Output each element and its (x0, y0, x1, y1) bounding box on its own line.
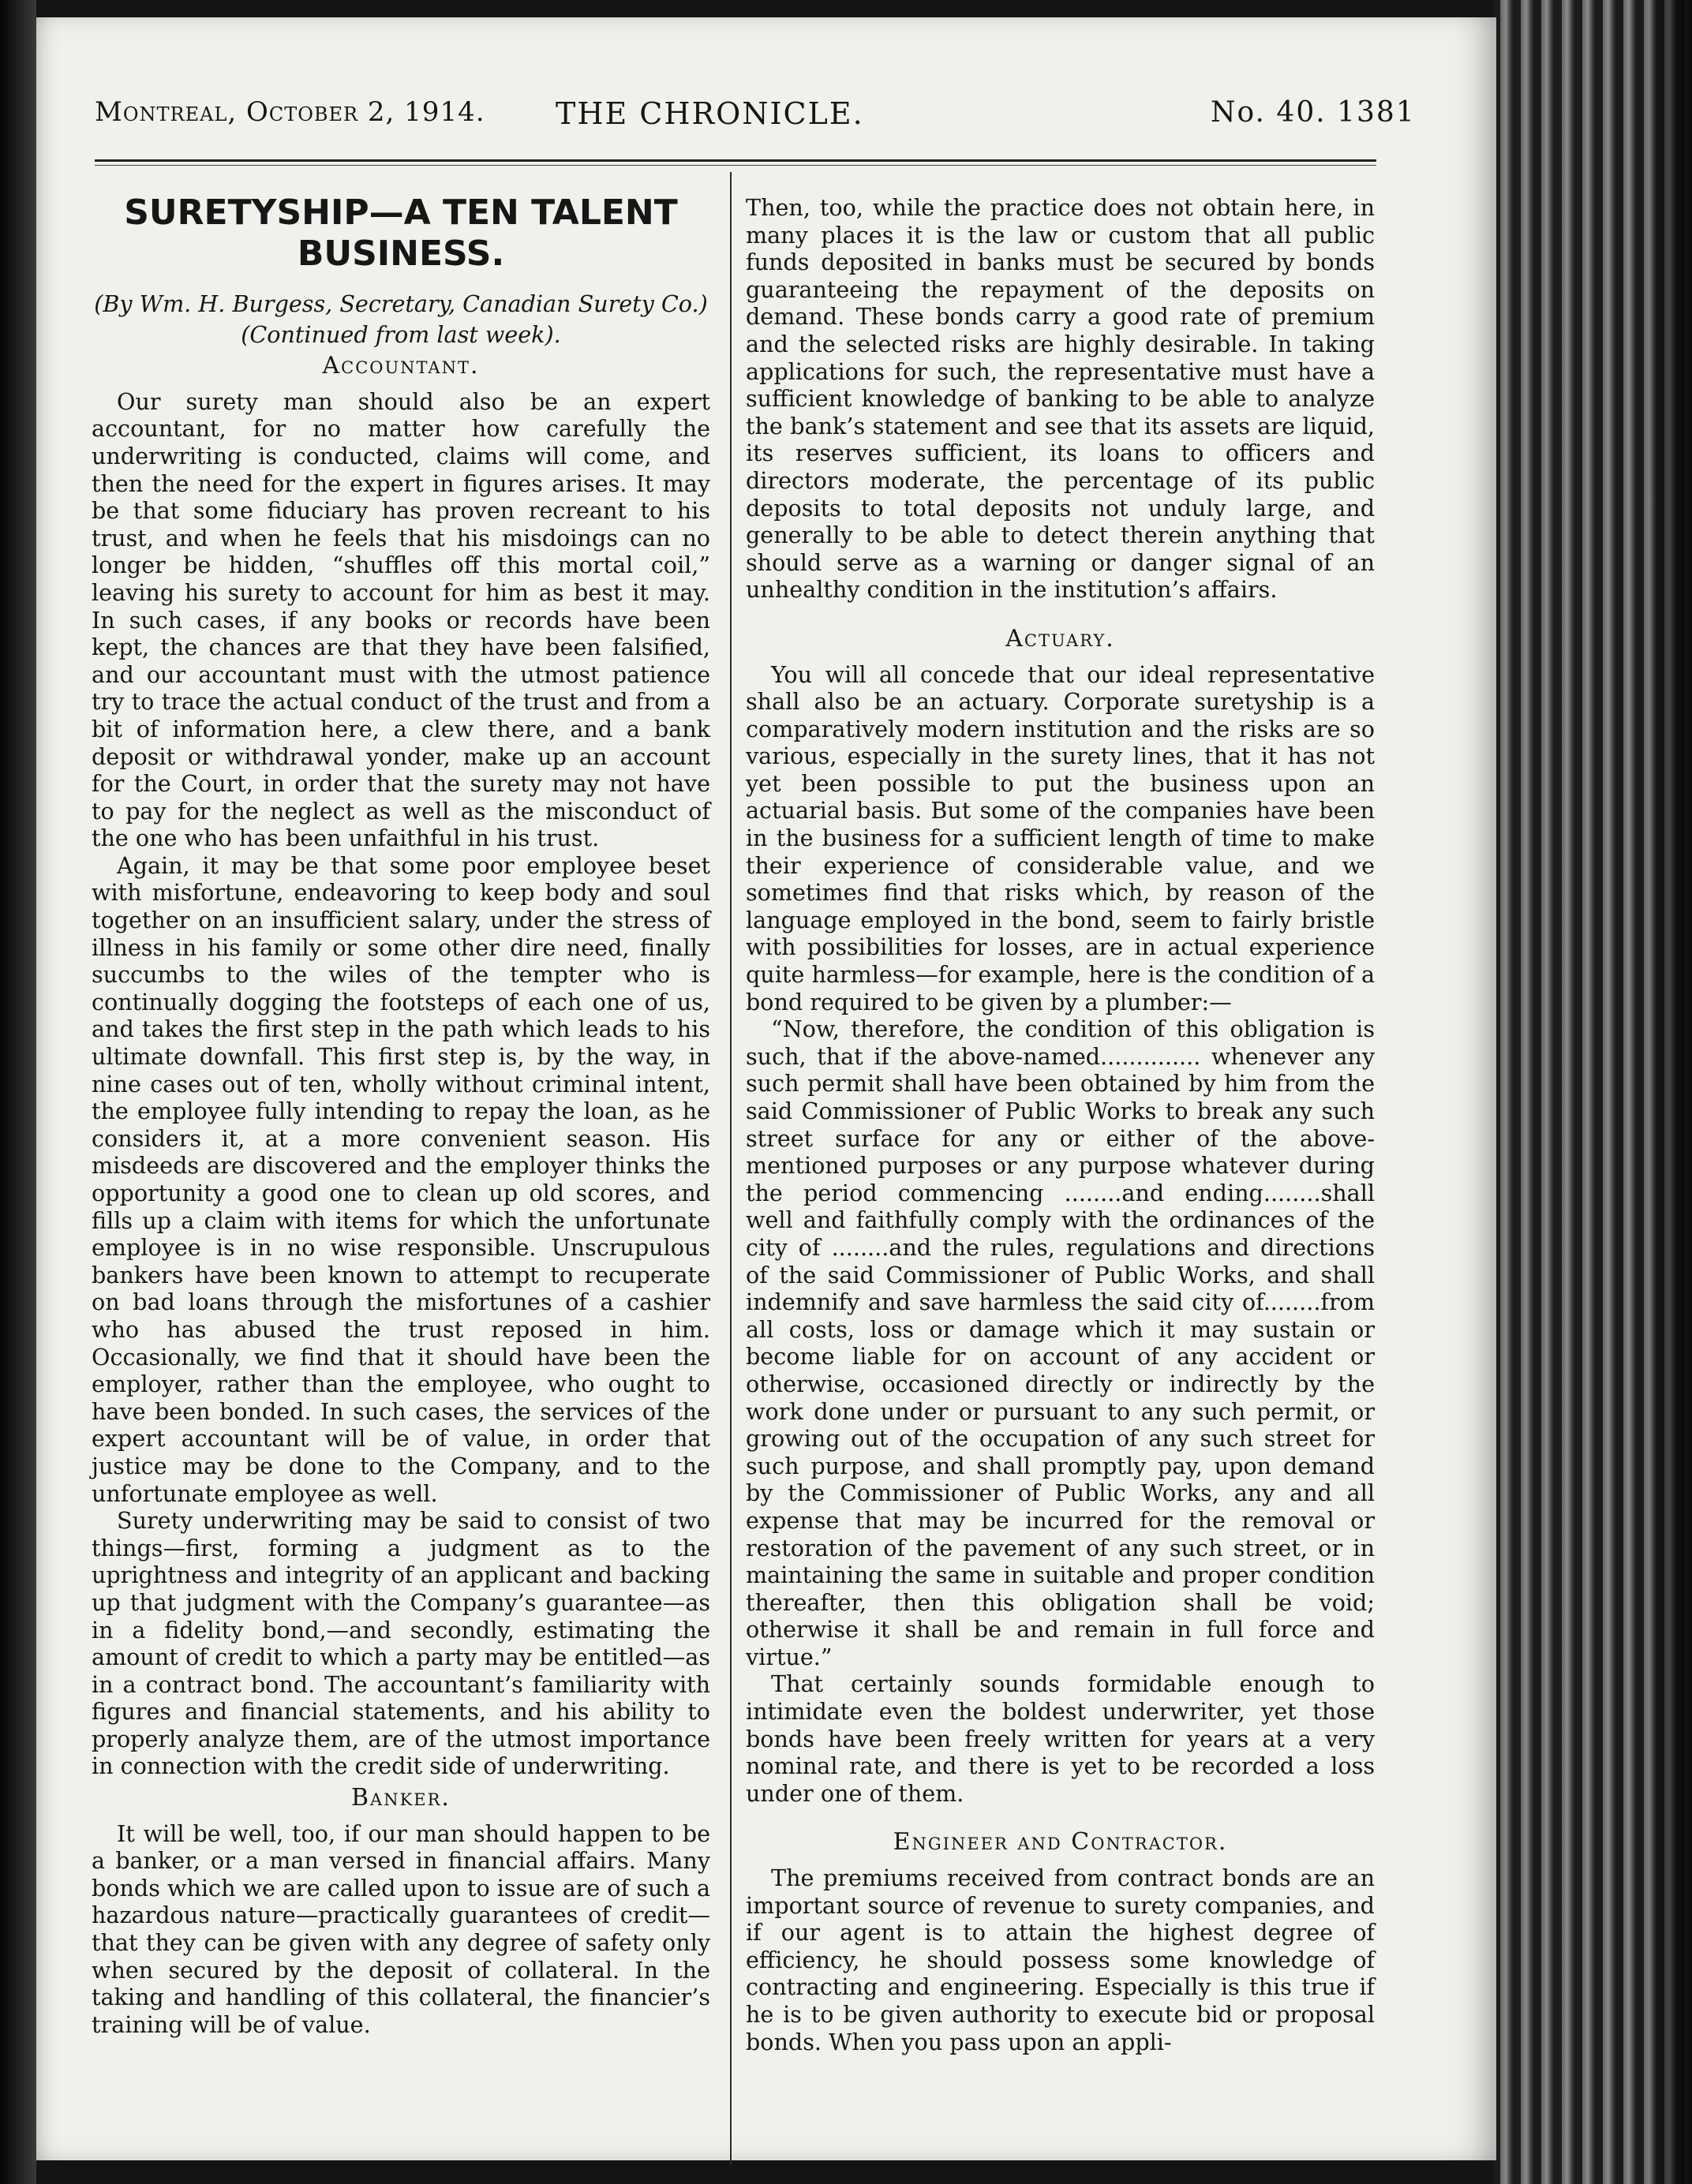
article-title: SURETYSHIP—A TEN TALENT BUSINESS. (124, 193, 678, 274)
section-heading-engineer-contractor: Engineer and Contractor. (893, 1828, 1228, 1857)
column-right (746, 194, 1375, 2055)
column-divider (730, 172, 732, 2165)
section-heading-banker: Banker. (351, 1784, 451, 1812)
scan-left-edge (0, 0, 36, 2184)
paragraph: Surety underwriting may be said to consist of two things—first, forming a judgment as to the uprightness and integrity of an applicant and backing up that judgment with the Company’s guarantee—as in a fidelity bond,—and secondly, estimating the amount of credit to which a party may be entitled—as in a contract bond. The accountant’s familiarity with figures and financial statements, and his ability to properly analyze them, are of the utmost importance in connection with the credit side of underwriting. (92, 1507, 710, 1780)
running-head-date: Montreal, October 2, 1914. (95, 96, 485, 128)
column-left (92, 193, 710, 2038)
paragraph: That certainly sounds formidable enough to intimidate even the boldest underwriter, yet those bonds have been freely written for years at a very nominal rate, and there is yet to be recorded a loss under one of them. (746, 1670, 1375, 1807)
header-rule-thin (95, 165, 1376, 166)
running-head-journal-title: THE CHRONICLE. (556, 96, 864, 131)
paragraph: Again, it may be that some poor employee beset with misfortune, endeavoring to keep body and soul together on an insufficient salary, under the stress of illness in his family or some other dire need, finally succumbs to the wiles of the tempter who is continually dogging the footsteps of each one of us, and takes the first step in the path which leads to his ultimate downfall. This first step is, by the way, in nine cases out of ten, wholly without criminal intent, the employee fully intending to repay the loan, as he considers it, at a more convenient season. His misdeeds are discovered and the employer thinks the opportunity a good one to clean up old scores, and fills up a claim with items for which the unfortunate employee is in no wise responsible. Unscrupulous bankers have been known to attempt to recuperate on bad loans through the misfortunes of a cashier who has abused the trust reposed in him. Occasionally, we find that it should have been the employer, rather than the employee, who ought to have been bonded. In such cases, the services of the expert accountant will be of value, in order that justice may be done to the Company, and to the unfortunate employee as well. (92, 851, 710, 1507)
book-page-edges (1493, 0, 1692, 2184)
paragraph: Our surety man should also be an expert accountant, for no matter how carefully the underwriting is conducted, claims will come, and then the need for the expert in figures arises. It may be that some fiduciary has proven recreant to his trust, and when he feels that his misdoings can no longer be hidden, “shuffles off this mortal coil,” leaving his surety to account for him as best it may. In such cases, if any books or records have been kept, the chances are that they have been falsified, and our accountant must with the utmost patience try to trace the actual conduct of the trust and from a bit of information here, a clew there, and a bank deposit or withdrawal yonder, make up an account for the Court, in order that the surety may not have to pay for the neglect as well as the misconduct of the one who has been unfaithful in his trust. (92, 387, 710, 852)
continued-note: (Continued from last week). (241, 320, 561, 348)
section-heading-accountant: Accountant. (322, 352, 480, 380)
paragraph: Then, too, while the practice does not obtain here, in many places it is the law or custom that all public funds deposited in banks must be secured by bonds guaranteeing the repayment of the deposits on demand. These bonds carry a good rate of premium and the selected risks are highly desirable. In taking applications for such, the representative must have a sufficient knowledge of banking to be able to analyze the bank’s statement and see that its assets are liquid, its reserves sufficient, its loans to officers and directors moderate, the percentage of its public deposits to total deposits not unduly large, and generally to be able to detect therein anything that should serve as a warning or danger signal of an unhealthy condition in the institution’s affairs. (746, 194, 1375, 604)
paragraph: It will be well, too, if our man should happen to be a banker, or a man versed in financial affairs. Many bonds which we are called upon to issue are of such a hazardous nature—practically guarantees of credit—that they can be given with any degree of safety only when secured by the deposit of collateral. In the taking and handling of this collateral, the financier’s training will be of value. (92, 1819, 710, 2038)
running-head-issue-page: No. 40. 1381 (1211, 96, 1416, 129)
paragraph: The premiums received from contract bonds are an important source of revenue to surety companies, and if our agent is to attain the highest degree of efficiency, he should possess some knowledge of contracting and engineering. Especially is this true if he is to be given authority to execute bid or proposal bonds. When you pass upon an appli- (746, 1864, 1375, 2055)
header-rule (95, 159, 1376, 162)
bond-condition-quote: “Now, therefore, the condition of this obligation is such, that if the above-named.............. whenever any such permit shall have been obtained by him from the said Commissioner of Public Works to break any such street surface for any or either of the above-mentioned purposes or any purpose whatever during the period commencing ........and ending........shall well and faithfully comply with the ordinances of the city of ........and the rules, regulations and directions of the said Commissioner of Public Works, and shall indemnify and save harmless the said city of........from all costs, loss or damage which it may sustain or become liable for on account of any accident or otherwise, occasioned directly or indirectly by the work done under or pursuant to any such permit, or growing out of the occupation of any such street for such purpose, and shall promptly pay, upon demand by the Commissioner of Public Works, any and all expense that may be incurred for the removal or restoration of the pavement of any such street, or in maintaining the same in suitable and proper condition thereafter, then this obligation shall be void; otherwise it shall be and remain in full force and virtue.” (746, 1015, 1375, 1670)
section-heading-actuary: Actuary. (1005, 624, 1115, 653)
paragraph: You will all concede that our ideal representative shall also be an actuary. Corporate suretyship is a comparatively modern institution and the risks are so various, especially in the surety lines, that it has not yet been possible to put the business upon an actuarial basis. But some of the companies have been in the business for a sufficient length of time to make their experience of considerable value, and we sometimes find that risks which, by reason of the language employed in the bond, seem to fairly bristle with possibilities for losses, are in actual experience quite harmless—for example, here is the condition of a bond required to be given by a plumber:— (746, 660, 1375, 1015)
article-byline: (By Wm. H. Burgess, Secretary, Canadian Surety Co.) (94, 290, 708, 317)
